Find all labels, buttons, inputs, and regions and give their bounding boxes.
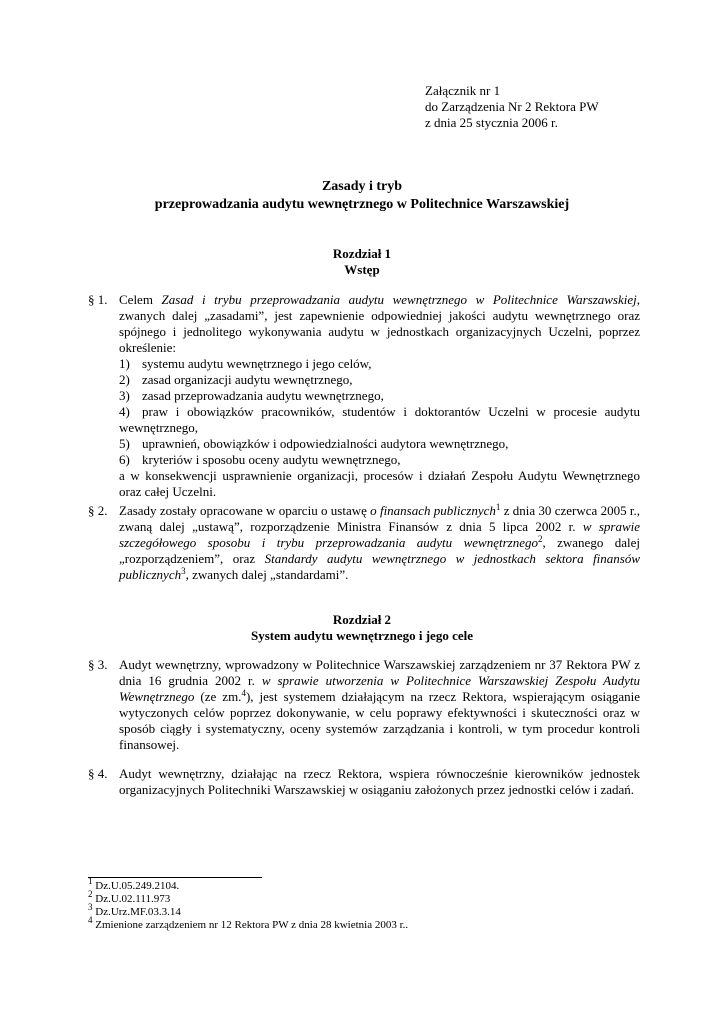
- list-item-number: 1): [119, 356, 130, 371]
- footnote-ref-4[interactable]: 4: [241, 688, 246, 698]
- list-item-number: 2): [119, 372, 130, 387]
- paragraph-1-number: § 1.: [88, 292, 108, 307]
- list-item-number: 5): [119, 436, 130, 451]
- paragraph-3-order-title: w sprawie utworzenia w Politechnice Warszawskiej Zespołu Audytu Wewnętrznego: [119, 673, 640, 704]
- list-item-text: uprawnień, obowiązków i odpowiedzialności audytora wewnętrznego,: [142, 436, 509, 451]
- list-item-text: systemu audytu wewnętrznego i jego celów,: [142, 356, 372, 371]
- attachment-line-2: do Zarządzenia Nr 2 Rektora PW: [425, 99, 599, 114]
- title-line-1: Zasady i tryb: [321, 179, 403, 194]
- paragraph-3-text: [119, 657, 640, 753]
- footnote-ref-1[interactable]: 1: [495, 502, 501, 512]
- list-item-number: 6): [119, 452, 130, 467]
- paragraph-2-text-3: , zwanego dalej „rozporządzeniem”, oraz: [119, 535, 640, 566]
- paragraph-2-standards-title: Standardy audytu wewnętrznego w jednostkach sektora finansów publicznych: [119, 551, 640, 582]
- list-item: [119, 388, 640, 404]
- list-item: [119, 372, 640, 388]
- chapter-1-number: Rozdział 1: [332, 246, 392, 261]
- footnote-text: Dz.Urz.MF.03.3.14: [92, 906, 181, 918]
- list-item-text: praw i obowiązków pracowników, studentów i doktorantów Uczelni w procesie audytu wewnętrznego,: [119, 404, 640, 435]
- paragraph-3-number: § 3.: [88, 657, 108, 672]
- chapter-1-heading: [0, 246, 724, 278]
- chapter-1-title: Wstęp: [344, 262, 380, 277]
- footnote-number: 3: [88, 902, 93, 912]
- document-title: [0, 178, 724, 214]
- footnote-separator: [88, 877, 262, 878]
- footnote-4: [88, 915, 409, 932]
- paragraph-4: [88, 766, 640, 798]
- footnotes: [88, 876, 409, 932]
- footnote-text: Dz.U.05.249.2104.: [92, 880, 180, 892]
- footnote-1: [88, 876, 408, 893]
- paragraph-1-intro-title: Zasad i trybu przeprowadzania audytu wewnętrznego w Politechnice Warszawskiej: [161, 292, 637, 307]
- paragraph-2-regulation-title: w sprawie szczegółowego sposobu i trybu przeprowadzania audytu wewnętrznego: [119, 519, 640, 550]
- paragraph-3: [88, 657, 640, 753]
- list-item: [119, 404, 640, 436]
- paragraph-2: [88, 503, 640, 583]
- paragraph-2-text-2: z dnia 30 czerwca 2005 r., zwaną dalej „ustawą”, rozporządzenie Ministra Finansów z dnia 5 lipca 2002 r.: [119, 503, 640, 534]
- paragraph-1: [88, 292, 640, 500]
- footnote-number: 1: [88, 876, 93, 886]
- list-item: [119, 356, 640, 372]
- chapter-2-number: Rozdział 2: [332, 612, 392, 627]
- chapter-2-title: System audytu wewnętrznego i jego cele: [250, 628, 474, 643]
- paragraph-3-text-1: Audyt wewnętrzny, wprowadzony w Politechnice Warszawskiej zarządzeniem nr 37 Rektora PW z dnia 16 grudnia 2002 r.: [119, 657, 640, 688]
- paragraph-2-text-4: , zwanych dalej „standardami”.: [185, 567, 349, 582]
- paragraph-2-text: [119, 503, 640, 583]
- list-item: [119, 452, 640, 468]
- footnote-ref-3[interactable]: 3: [181, 566, 186, 576]
- footnote-number: 4: [88, 915, 93, 925]
- footnote-text: Zmienione zarządzeniem nr 12 Rektora PW z dnia 28 kwietnia 2003 r..: [92, 919, 409, 931]
- list-item: [119, 436, 640, 452]
- paragraph-2-act-title: o finansach publicznych: [370, 503, 496, 518]
- paragraph-1-intro-a: Celem: [119, 292, 162, 307]
- list-item-text: zasad przeprowadzania audytu wewnętrznego,: [142, 388, 384, 403]
- attachment-line-3: z dnia 25 stycznia 2006 r.: [425, 115, 558, 130]
- list-item-text: zasad organizacji audytu wewnętrznego,: [142, 372, 353, 387]
- list-item-number: 4): [119, 404, 130, 419]
- paragraph-2-number: § 2.: [88, 503, 108, 518]
- footnote-2: [88, 889, 408, 906]
- paragraph-3-text-2: (ze zm.: [194, 689, 242, 704]
- paragraph-3-text-3: ), jest systemem działającym na rzecz Rektora, wspierającym osiąganie wytyczonych celów poprzez dokonywanie, w celu poprawy efektywności i skuteczności oraz w sposób ciągły i systematyczny, oceny systemów zarządzania i kontroli, w tym procedur kontroli finansowej.: [119, 689, 640, 752]
- paragraph-1-intro: [119, 292, 640, 356]
- paragraph-4-text: Audyt wewnętrzny, działając na rzecz Rektora, wspiera równocześnie kierowników jednostek organizacyjnych Politechniki Warszawskiej w osiąganiu założonych przez jednostki celów i zadań.: [119, 766, 640, 797]
- paragraph-1-intro-c: , zwanych dalej „zasadami”, jest zapewnienie odpowiedniej jakości audytu wewnętrznego oraz spójnego i jednolitego wykonywania audytu w jednostkach organizacyjnych Uczelni, poprzez określenie:: [119, 292, 641, 355]
- attachment-line-1: Załącznik nr 1: [425, 83, 501, 98]
- footnote-text: Dz.U.02.111.973: [92, 893, 171, 905]
- footnote-number: 2: [88, 889, 93, 899]
- footnote-3: [88, 902, 408, 919]
- chapter-2-heading: [0, 612, 724, 644]
- attachment-header: [425, 83, 599, 131]
- paragraph-1-outro: a w konsekwencji usprawnienie organizacji, procesów i działań Zespołu Audytu Wewnętrznego oraz całej Uczelni.: [119, 468, 640, 499]
- list-item-text: kryteriów i sposobu oceny audytu wewnętrznego,: [142, 452, 401, 467]
- paragraph-2-text-1: Zasady zostały opracowane w oparciu o ustawę: [119, 503, 371, 518]
- title-line-2: przeprowadzania audytu wewnętrznego w Politechnice Warszawskiej: [154, 197, 570, 212]
- list-item-number: 3): [119, 388, 130, 403]
- footnote-ref-2[interactable]: 2: [537, 534, 543, 544]
- paragraph-4-number: § 4.: [88, 766, 108, 781]
